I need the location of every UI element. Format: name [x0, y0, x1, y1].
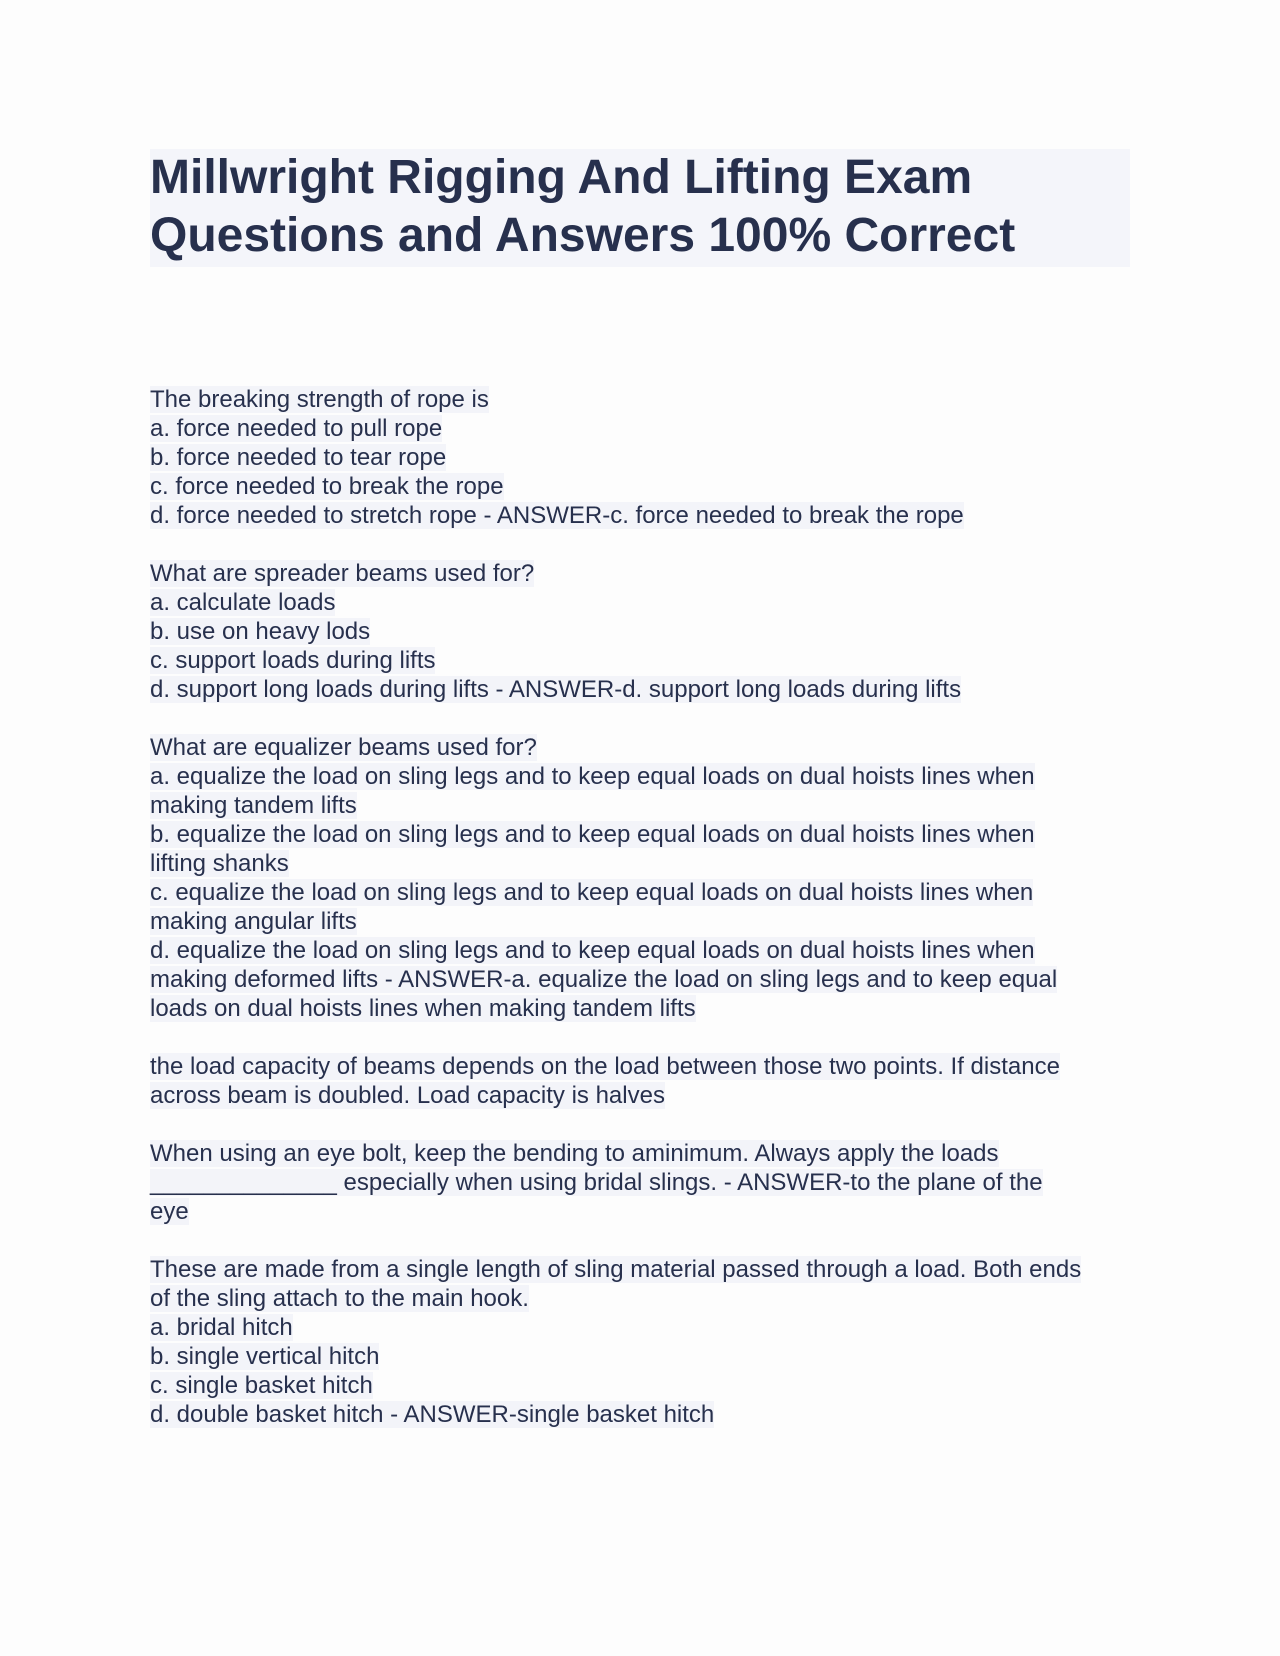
- note-text: the load capacity of beams depends on the load between those two points. If distance: [150, 1053, 1060, 1080]
- title-line-2: Questions and Answers 100% Correct: [150, 209, 1016, 262]
- option-line: b. equalize the load on sling legs and to keep equal loads on dual hoists lines when: [150, 821, 1035, 848]
- option-line: c. support loads during lifts: [150, 647, 436, 674]
- note-block-load-capacity: [150, 1052, 1130, 1110]
- option-line: lifting shanks: [150, 850, 289, 877]
- document-title: [150, 149, 1130, 267]
- option-line: d. equalize the load on sling legs and to keep equal loads on dual hoists lines when: [150, 937, 1035, 964]
- option-answer-line: d. double basket hitch - ANSWER-single basket hitch: [150, 1401, 715, 1428]
- option-line: a. force needed to pull rope: [150, 415, 443, 442]
- title-line-1: Millwright Rigging And Lifting Exam: [150, 151, 973, 204]
- question-block-rope-strength: [150, 385, 1130, 530]
- question-text: The breaking strength of rope is: [150, 386, 489, 413]
- question-block-basket-hitch: [150, 1255, 1130, 1429]
- question-block-eye-bolt: [150, 1139, 1130, 1226]
- option-line: b. force needed to tear rope: [150, 444, 447, 471]
- question-text: of the sling attach to the main hook.: [150, 1285, 529, 1312]
- option-line: a. calculate loads: [150, 589, 336, 616]
- option-answer-line: d. support long loads during lifts - ANSWER-d. support long loads during lifts: [150, 676, 962, 703]
- option-answer-line: d. force needed to stretch rope - ANSWER-c. force needed to break the rope: [150, 502, 964, 529]
- option-line: a. equalize the load on sling legs and to keep equal loads on dual hoists lines when: [150, 763, 1035, 790]
- option-line: making angular lifts: [150, 908, 357, 935]
- option-line: c. single basket hitch: [150, 1372, 373, 1399]
- question-text: What are equalizer beams used for?: [150, 734, 537, 761]
- note-text: across beam is doubled. Load capacity is halves: [150, 1082, 665, 1109]
- question-text: What are spreader beams used for?: [150, 560, 535, 587]
- question-text: When using an eye bolt, keep the bending to aminimum. Always apply the loads: [150, 1140, 999, 1167]
- question-text: These are made from a single length of sling material passed through a load. Both ends: [150, 1256, 1082, 1283]
- option-answer-line: loads on dual hoists lines when making tandem lifts: [150, 995, 696, 1022]
- question-answer-line: ______________ especially when using bridal slings. - ANSWER-to the plane of the: [150, 1169, 1043, 1196]
- question-block-spreader-beams: [150, 559, 1130, 704]
- document-page: [150, 149, 1130, 1458]
- option-line: b. use on heavy lods: [150, 618, 371, 645]
- option-line: c. equalize the load on sling legs and to keep equal loads on dual hoists lines when: [150, 879, 1034, 906]
- option-line: c. force needed to break the rope: [150, 473, 504, 500]
- document-body: [150, 385, 1130, 1429]
- option-answer-line: making deformed lifts - ANSWER-a. equalize the load on sling legs and to keep equal: [150, 966, 1058, 993]
- option-line: a. bridal hitch: [150, 1314, 293, 1341]
- option-line: making tandem lifts: [150, 792, 357, 819]
- question-block-equalizer-beams: [150, 733, 1130, 1023]
- question-answer-line: eye: [150, 1198, 189, 1225]
- option-line: b. single vertical hitch: [150, 1343, 380, 1370]
